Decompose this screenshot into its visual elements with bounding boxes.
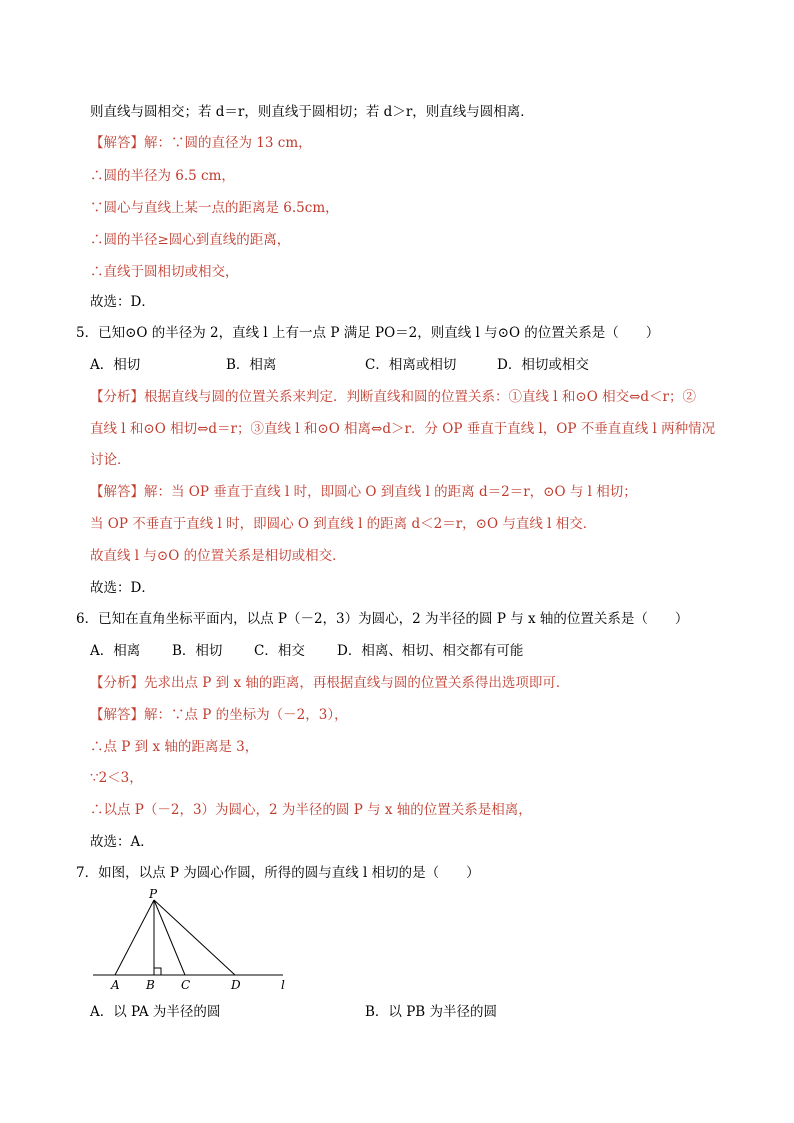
q6-answer-line-1: 【解答】解：∵点 P 的坐标为（－2，3）， bbox=[90, 707, 348, 723]
q6-answer-line-2: ∴点 P 到 x 轴的距离是 3， bbox=[90, 739, 259, 755]
q4-answer-line-2: ∴圆的半径为 6.5 cm， bbox=[90, 168, 235, 184]
q5-analysis-line-3: 讨论． bbox=[90, 452, 131, 468]
label-b: B bbox=[146, 978, 155, 992]
q6-option-a: A．相离 bbox=[90, 643, 141, 659]
q5-stem: 5．已知⊙O 的半径为 2，直线 l 上有一点 P 满足 PO＝2，则直线 l 与⊙O 的位置关系是（ ） bbox=[76, 325, 660, 341]
label-a: A bbox=[111, 978, 120, 992]
q5-analysis-line-2: 直线 l 和⊙O 相切⇔d＝r；③直线 l 和⊙O 相离⇔d＞r．分 OP 垂直于直线 l，OP 不垂直直线 l 两种情况 bbox=[90, 421, 716, 437]
q5-option-b: B．相离 bbox=[226, 357, 277, 373]
q6-choice: 故选：A． bbox=[90, 834, 154, 850]
q6-option-d: D．相离、相切、相交都有可能 bbox=[337, 643, 524, 659]
rule-tail: 则直线与圆相交；若 d＝r，则直线于圆相切；若 d＞r，则直线与圆相离． bbox=[90, 104, 534, 120]
q5-answer-line-1: 【解答】解：当 OP 垂直于直线 l 时，即圆心 O 到直线 l 的距离 d＝2＝r，⊙O 与 l 相切； bbox=[90, 484, 637, 500]
q6-option-b: B．相切 bbox=[172, 643, 223, 659]
q7-stem: 7．如图，以点 P 为圆心作圆，所得的圆与直线 l 相切的是（ ） bbox=[76, 865, 480, 881]
label-l: l bbox=[281, 978, 285, 992]
q5-answer-line-2: 当 OP 不垂直于直线 l 时，即圆心 O 到直线 l 的距离 d＜2＝r，⊙O 与直线 l 相交． bbox=[90, 516, 597, 532]
q5-analysis-line-1: 【分析】根据直线与圆的位置关系来判定．判断直线和圆的位置关系：①直线 l 和⊙O 相交⇔d＜r；② bbox=[90, 389, 696, 405]
q7-option-b: B．以 PB 为半径的圆 bbox=[365, 1004, 498, 1020]
q6-analysis: 【分析】先求出点 P 到 x 轴的距离，再根据直线与圆的位置关系得出选项即可． bbox=[90, 675, 570, 691]
label-p: P bbox=[149, 888, 158, 901]
q6-answer-line-4: ∴以点 P（－2，3）为圆心，2 为半径的圆 P 与 x 轴的位置关系是相离， bbox=[90, 802, 532, 818]
q5-choice: 故选：D． bbox=[90, 580, 155, 596]
q5-answer-line-3: 故直线 l 与⊙O 的位置关系是相切或相交． bbox=[90, 548, 346, 564]
right-angle-mark bbox=[154, 968, 161, 975]
q4-answer-line-1: 【解答】解：∵圆的直径为 13 cm， bbox=[90, 135, 312, 151]
segment-pc bbox=[154, 900, 185, 975]
label-c: C bbox=[181, 978, 191, 992]
label-d: D bbox=[231, 978, 241, 992]
q4-answer-line-4: ∴圆的半径≥圆心到直线的距离， bbox=[90, 232, 291, 248]
segment-pd bbox=[154, 900, 235, 975]
segment-pa bbox=[115, 900, 154, 975]
q6-answer-line-3: ∵2＜3， bbox=[90, 770, 143, 786]
q5-option-c: C．相离或相切 bbox=[365, 357, 457, 373]
q4-answer-line-5: ∴直线于圆相切或相交， bbox=[90, 264, 239, 280]
q7-option-a: A．以 PA 为半径的圆 bbox=[90, 1004, 221, 1020]
q7-figure bbox=[85, 888, 305, 998]
q6-stem: 6．已知在直角坐标平面内，以点 P（－2，3）为圆心，2 为半径的圆 P 与 x 轴的位置关系是（ ） bbox=[76, 611, 689, 627]
q5-option-d: D．相切或相交 bbox=[497, 357, 589, 373]
q4-choice: 故选：D． bbox=[90, 294, 155, 310]
q4-answer-line-3: ∵圆心与直线上某一点的距离是 6.5cm， bbox=[90, 200, 339, 216]
q6-option-c: C．相交 bbox=[254, 643, 305, 659]
q5-option-a: A．相切 bbox=[90, 357, 141, 373]
